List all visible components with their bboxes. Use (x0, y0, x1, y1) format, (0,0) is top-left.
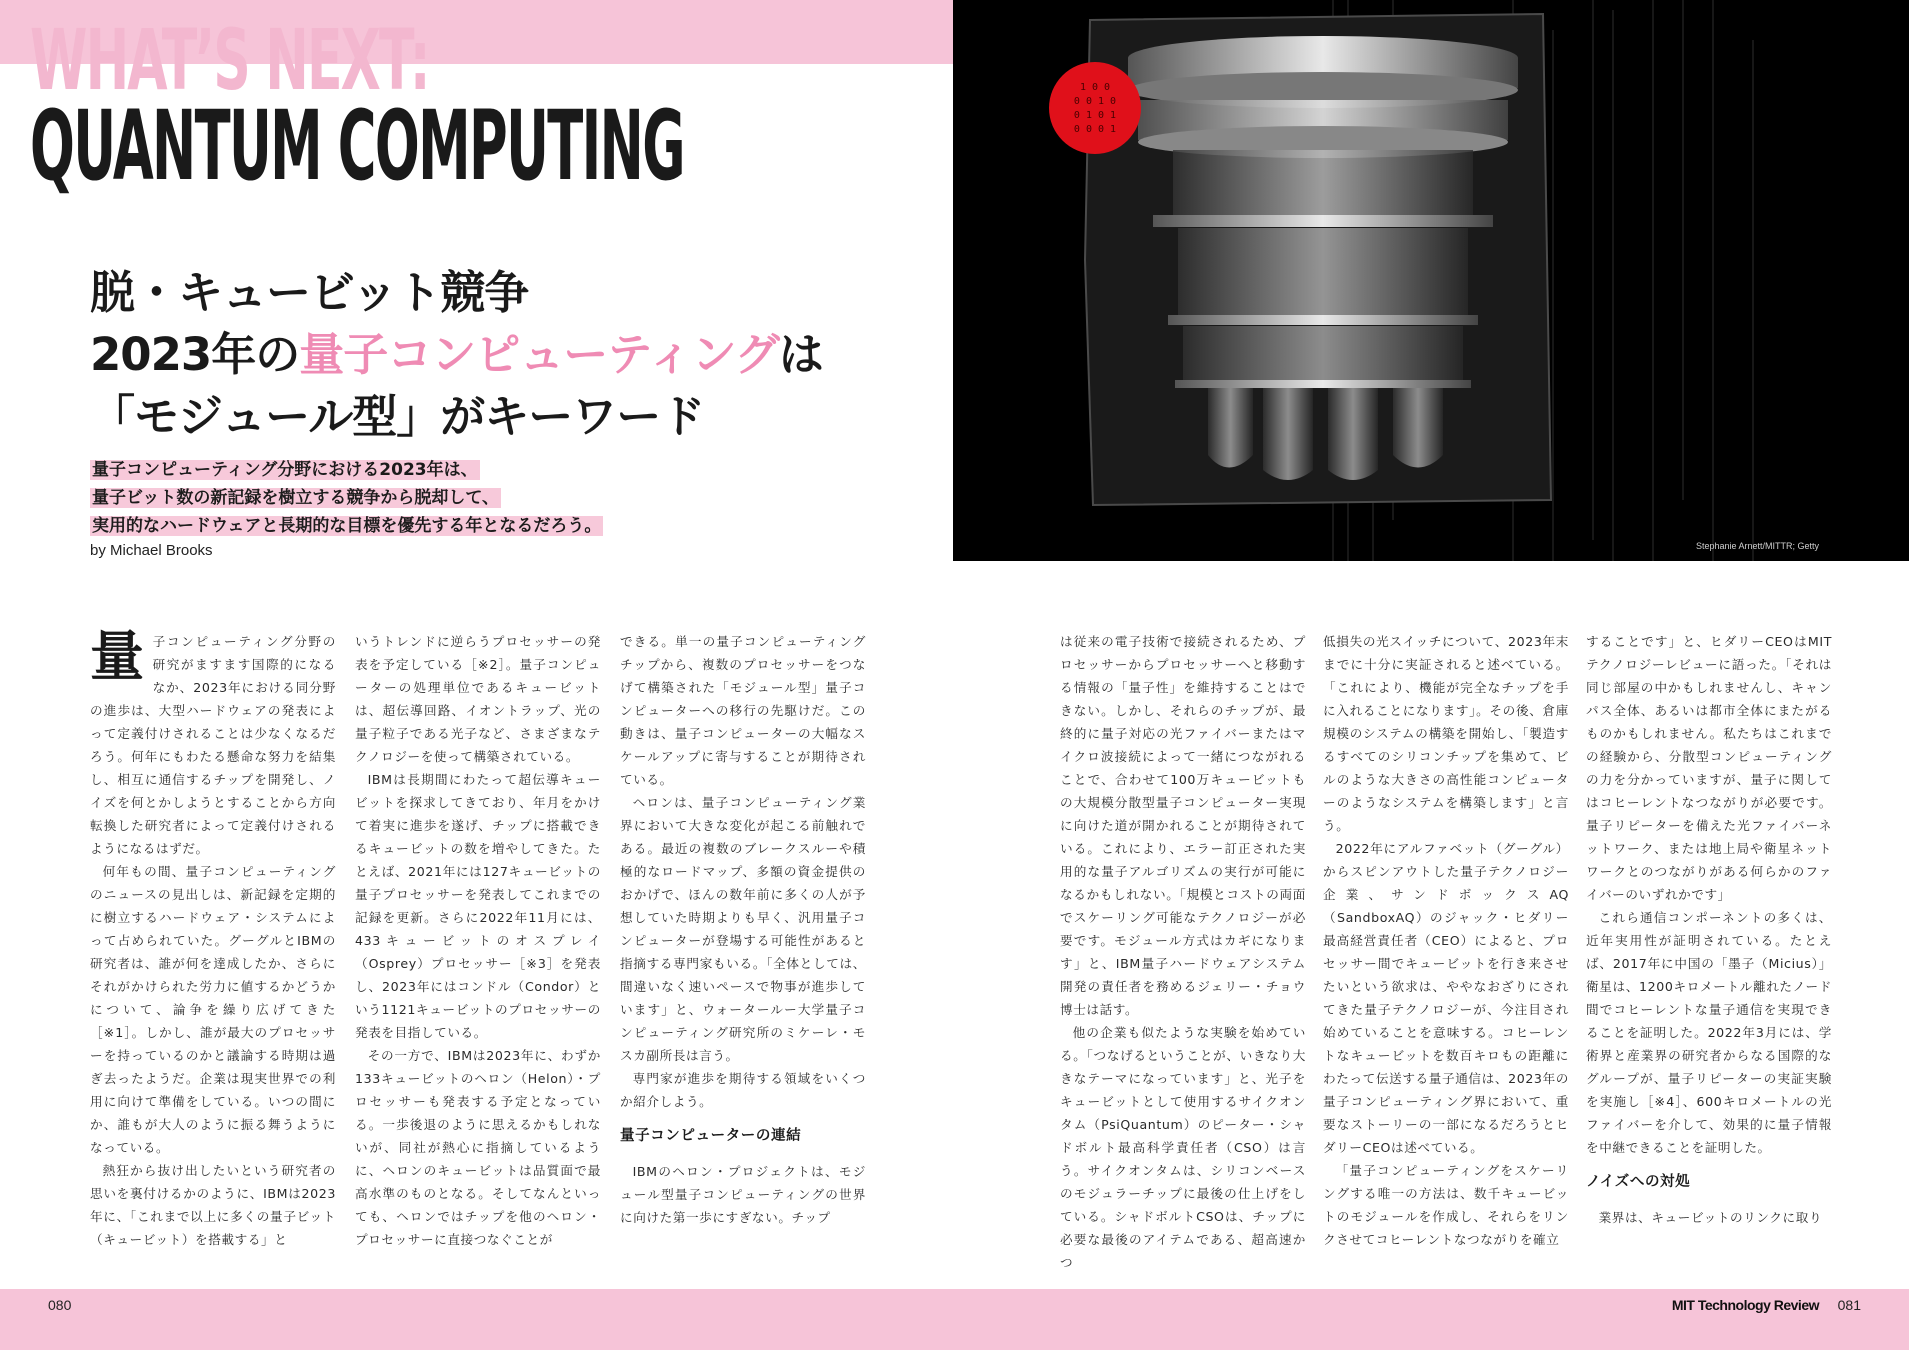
photo-credit: Stephanie Arnett/MITTR; Getty (1695, 541, 1819, 551)
headline-line-1: 脱・キュービット競争 (90, 266, 529, 319)
byline: by Michael Brooks (90, 542, 213, 559)
paragraph: 業界は、キュービットのリンクに取り (1598, 1210, 1823, 1225)
chandelier-illustration (953, 0, 1909, 561)
body-column-3 (620, 630, 866, 1229)
paragraph: 他の企業も似たような実験を始めている。「つなげるということが、いきなり大きなテーマになっています」と、光子をキュービットとして使用するサイクオンタム（PsiQuantum）のピーター・シャドボルト最高科学責任者（CSO）は言う。サイクオンタムは、シリコンベースのモジュラーチップに最後の仕上げをしている。シャドボルトCSOは、チップに必要な最後のアイテムである、超高速かつ (1060, 1025, 1306, 1270)
section-kicker: WHAT’S NEXT: (30, 11, 429, 109)
article-lede (90, 456, 790, 540)
sticker-line: 0 0 1 0 (1073, 96, 1117, 107)
paragraph: できる。単一の量子コンピューティングチップから、複数のプロセッサーをつなげて構築された「モジュール型」量子コンピューターへの移行の先駆けだ。この動きは、量子コンピューターの大幅なスケールアップに寄与することが期待されている。 (620, 634, 866, 787)
lede-line: 量子ビット数の新記録を樹立する競争から脱却して、 (92, 488, 499, 508)
paragraph: は従来の電子技術で接続されるため、プロセッサーからプロセッサーへと移動する情報の「量子性」を維持することはできない。しかし、それらのチップが、最終的に量子対応の光ファイバーまたはマイクロ波接続によって一緒につながれることで、合わせて100万キュービットもの大規模分散型量子コンピューター実現に向けた道が開かれることが期待されている。これにより、エラー訂正された実用的な量子アルゴリズムの実行が可能になるかもしれない。「規模とコストの両面でスケーリング可能なテクノロジーが必要です。モジュール方式はカギになります」と、IBM量子ハードウェアシステム開発の責任者を務めるジェリー・チョウ博士は話す。 (1060, 634, 1306, 1017)
paragraph: 低損失の光スイッチについて、2023年末までに十分に実証されると述べている。「これにより、機能が完全なチップを手に入れることになります」。その後、倉庫規模のシステムの構築を開始し、「製造するすべてのシリコンチップを集めて、ビルのような大きさの高性能コンピューターのようなシステムを構築します」と言う。 (1323, 634, 1569, 833)
magazine-name: MIT Technology Review (1671, 1297, 1819, 1313)
body-column-6 (1586, 630, 1832, 1229)
paragraph: IBMのヘロン・プロジェクトは、モジュール型量子コンピューティングの世界に向けた第一歩にすぎない。チップ (620, 1164, 866, 1225)
quantum-computer-photo (953, 0, 1909, 561)
drop-cap: 量 (90, 625, 145, 688)
sticker-line: 0 1 0 1 (1073, 110, 1117, 121)
body-column-2 (355, 630, 601, 1251)
sticker-line: 1 0 0 (1079, 82, 1111, 93)
lede-line: 実用的なハードウェアと長期的な目標を優先する年となるだろう。 (92, 516, 602, 536)
section-heading: ノイズへの対処 (1586, 1174, 1691, 1190)
paragraph: いうトレンドに逆らうプロセッサーの発表を予定している［※2］。量子コンピューターの処理単位であるキュービットは、超伝導回路、イオントラップ、光の量子粒子である光子など、さまざまなテクノロジーを使って構築されている。 (355, 634, 601, 764)
headline-line-2-post: は (778, 328, 823, 381)
page-number-right: 081 (1837, 1297, 1861, 1313)
footer-pink-band (0, 1289, 1909, 1350)
sticker-line: 0 0 0 1 (1073, 124, 1117, 135)
body-column-1 (90, 625, 336, 1251)
paragraph: 何年もの間、量子コンピューティングのニュースの見出しは、新記録を定期的に樹立するハードウェア・システムによって占められていた。グーグルとIBMの研究者は、誰が何を達成したか、さらにそれがかけられた労力に値するかどうかについて、論争を繰り広げてきた［※1］。しかし、誰が最大のプロセッサーを持っているのかと議論する時期は過ぎ去ったようだ。企業は現実世界での利用に向けて準備をしている。いつの間にか、誰もが大人のように振る舞うようになっている。 (90, 864, 336, 1155)
paragraph: ヘロンは、量子コンピューティング業界において大きな変化が起こる前触れである。最近の複数のブレークスルーや積極的なロードマップ、多額の資金提供のおかげで、ほんの数年前に多くの人が予想していた時期よりも早く、汎用量子コンピューターが登場する可能性があると指摘する専門家もいる。「全体としては、間違いなく速いペースで物事が進歩しています」と、ウォータールー大学量子コンピューティング研究所のミケーレ・モスカ副所長は言う。 (620, 795, 866, 1063)
headline-line-3: 「モジュール型」がキーワード (90, 390, 705, 443)
headline-line-2-pre: 2023年の (90, 328, 300, 381)
red-sticker (1049, 62, 1141, 154)
body-column-4 (1060, 630, 1306, 1274)
paragraph (90, 625, 336, 860)
lede-line: 量子コンピューティング分野における2023年は、 (92, 460, 478, 480)
headline-line-2 (90, 324, 900, 386)
page-number-left: 080 (48, 1297, 72, 1313)
headline-highlight: 量子コンピューティング (299, 328, 779, 381)
paragraph: これら通信コンポーネントの多くは、近年実用性が証明されている。たとえば、2017年に中国の「墨子（Micius）」衛星は、1200キロメートル離れたノード間でコヒーレントな量子通信を実現できることを証明した。2022年3月には、学術界と産業界の研究者からなる国際的なグループが、量子リピーターの実証実験を実施し［※4］、600キロメートルの光ファイバーを介して、効果的に量子情報を中継できることを証明した。 (1586, 910, 1832, 1155)
paragraph-text: 子コンピューティング分野の研究がますます国際的になるなか、2023年における同分野の進歩は、大型ハードウェアの発表によって定義付けされることは少なくなるだろう。何年にもわたる懸命な努力を結集し、相互に通信するチップを開発し、ノイズを何とかしようとすることから方向転換した研究者によって定義付けされるようになるはずだ。 (90, 634, 336, 856)
paragraph: その一方で、IBMは2023年に、わずか133キュービットのヘロン（Helon）・プロセッサーも発表する予定となっている。一歩後退のように思えるかもしれないが、同社が熱心に指摘しているように、ヘロンのキュービットは品質面で最高水準のものとなる。そしてなんといっても、ヘロンではチップを他のヘロン・プロセッサーに直接つなぐことが (355, 1048, 601, 1247)
paragraph: 2022年にアルファベット（グーグル）からスピンアウトした量子テクノロジー企業、サンドボックスAQ（SandboxAQ）のジャック・ヒダリー最高経営責任者（CEO）によると、プロセッサー間でキュービットを行き来させたいという欲求は、ややなおざりにされてきた量子テクノロジーが、今注目され始めていることを意味する。コヒーレントなキュービットを数百キロもの距離にわたって伝送する量子通信は、2023年の量子コンピューティング界において、重要なストーリーの一部になるだろうとヒダリーCEOは述べている。 (1323, 841, 1569, 1155)
body-column-5 (1323, 630, 1569, 1251)
paragraph: 熱狂から抜け出したいという研究者の思いを裏付けるかのように、IBMは2023年に、「これまで以上に多くの量子ビット（キュービット）を搭載する」と (90, 1163, 336, 1247)
article-headline (90, 262, 900, 448)
paragraph: 専門家が進歩を期待する領域をいくつか紹介しよう。 (620, 1071, 866, 1109)
paragraph: 「量子コンピューティングをスケーリングする唯一の方法は、数千キュービットのモジュールを作成し、それらをリンクさせてコヒーレントなつながりを確立 (1323, 1163, 1569, 1247)
section-heading: 量子コンピューターの連結 (620, 1128, 802, 1144)
paragraph: IBMは長期間にわたって超伝導キュービットを探求してきており、年月をかけて着実に進歩を遂げ、チップに搭載できるキュービットの数を増やしてきた。たとえば、2021年には127キュービットの量子プロセッサーを発表してこれまでの記録を更新。さらに2022年11月には、433キュービットのオスプレイ（Osprey）プロセッサー［※3］を発表し、2023年にはコンドル（Condor）という1121キュービットのプロセッサーの発表を目指している。 (355, 772, 601, 1040)
section-title: QUANTUM COMPUTING (30, 90, 684, 202)
paragraph: することです」と、ヒダリーCEOはMITテクノロジーレビューに語った。「それは同じ部屋の中かもしれませんし、キャンパス全体、あるいは都市全体にまたがるものかもしれません。私たちはこれまでの経験から、分散型コンピューティングの力を分かっていますが、量子に関してはコヒーレントなつながりが必要です。量子リピーターを備えた光ファイバーネットワーク、または地上局や衛星ネットワークとのつながりがある何らかのファイバーのいずれかです」 (1586, 634, 1832, 902)
